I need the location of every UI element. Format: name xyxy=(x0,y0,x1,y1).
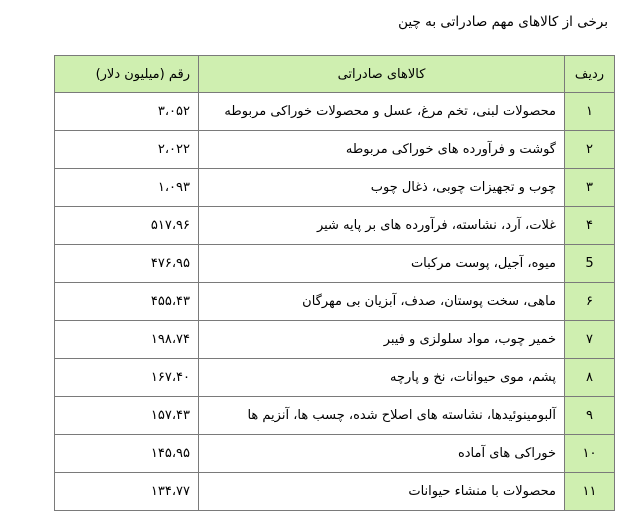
table-row xyxy=(55,169,615,207)
row-goods: غلات، آرد، نشاسته، فرآورده های بر پایه شیر xyxy=(199,207,565,245)
row-value: ۳،۰۵۲ xyxy=(55,93,199,131)
header-export-goods: کالاهای صادراتی xyxy=(199,56,565,93)
table-header-row xyxy=(55,56,615,93)
row-goods: خوراکی های آماده xyxy=(199,435,565,473)
row-goods: محصولات با منشاء حیوانات xyxy=(199,473,565,511)
header-row-number: ردیف xyxy=(565,56,615,93)
row-index: ۳ xyxy=(565,169,615,207)
row-goods: گوشت و فرآورده های خوراکی مربوطه xyxy=(199,131,565,169)
row-goods: ماهی، سخت پوستان، صدف، آبزیان بی مهرگان xyxy=(199,283,565,321)
row-value: ۱۳۴،۷۷ xyxy=(55,473,199,511)
exports-table xyxy=(54,55,615,511)
row-index: ۴ xyxy=(565,207,615,245)
row-index: ۶ xyxy=(565,283,615,321)
table-row xyxy=(55,207,615,245)
page-title: برخی از کالاهای مهم صادراتی به چین xyxy=(398,14,608,30)
table-row xyxy=(55,283,615,321)
row-value: ۱۹۸،۷۴ xyxy=(55,321,199,359)
row-goods: آلبومینوئیدها، نشاسته های اصلاح شده، چسب ها، آنزیم ها xyxy=(199,397,565,435)
row-value: ۴۵۵،۴۳ xyxy=(55,283,199,321)
row-index: ۱۱ xyxy=(565,473,615,511)
table-row xyxy=(55,473,615,511)
table-row xyxy=(55,359,615,397)
table-row xyxy=(55,93,615,131)
row-goods: پشم، موی حیوانات، نخ و پارچه xyxy=(199,359,565,397)
row-index: 5 xyxy=(565,245,615,283)
row-index: ۷ xyxy=(565,321,615,359)
row-goods: محصولات لبنی، تخم مرغ، عسل و محصولات خوراکی مربوطه xyxy=(199,93,565,131)
table-row xyxy=(55,245,615,283)
row-index: ۹ xyxy=(565,397,615,435)
row-index: ۸ xyxy=(565,359,615,397)
header-value-million-dollars: رقم (میلیون دلار) xyxy=(55,56,199,93)
row-goods: میوه، آجیل، پوست مرکبات xyxy=(199,245,565,283)
row-goods: خمیر چوب، مواد سلولزی و فیبر xyxy=(199,321,565,359)
row-value: ۱۶۷،۴۰ xyxy=(55,359,199,397)
row-goods: چوب و تجهیزات چوبی، ذغال چوب xyxy=(199,169,565,207)
row-value: ۱۴۵،۹۵ xyxy=(55,435,199,473)
table-row xyxy=(55,131,615,169)
table-row xyxy=(55,321,615,359)
row-index: ۱ xyxy=(565,93,615,131)
row-index: ۱۰ xyxy=(565,435,615,473)
row-index: ۲ xyxy=(565,131,615,169)
row-value: ۱۵۷،۴۳ xyxy=(55,397,199,435)
row-value: ۲،۰۲۲ xyxy=(55,131,199,169)
table-row xyxy=(55,397,615,435)
row-value: ۴۷۶،۹۵ xyxy=(55,245,199,283)
row-value: ۱،۰۹۳ xyxy=(55,169,199,207)
table-row xyxy=(55,435,615,473)
row-value: ۵۱۷،۹۶ xyxy=(55,207,199,245)
